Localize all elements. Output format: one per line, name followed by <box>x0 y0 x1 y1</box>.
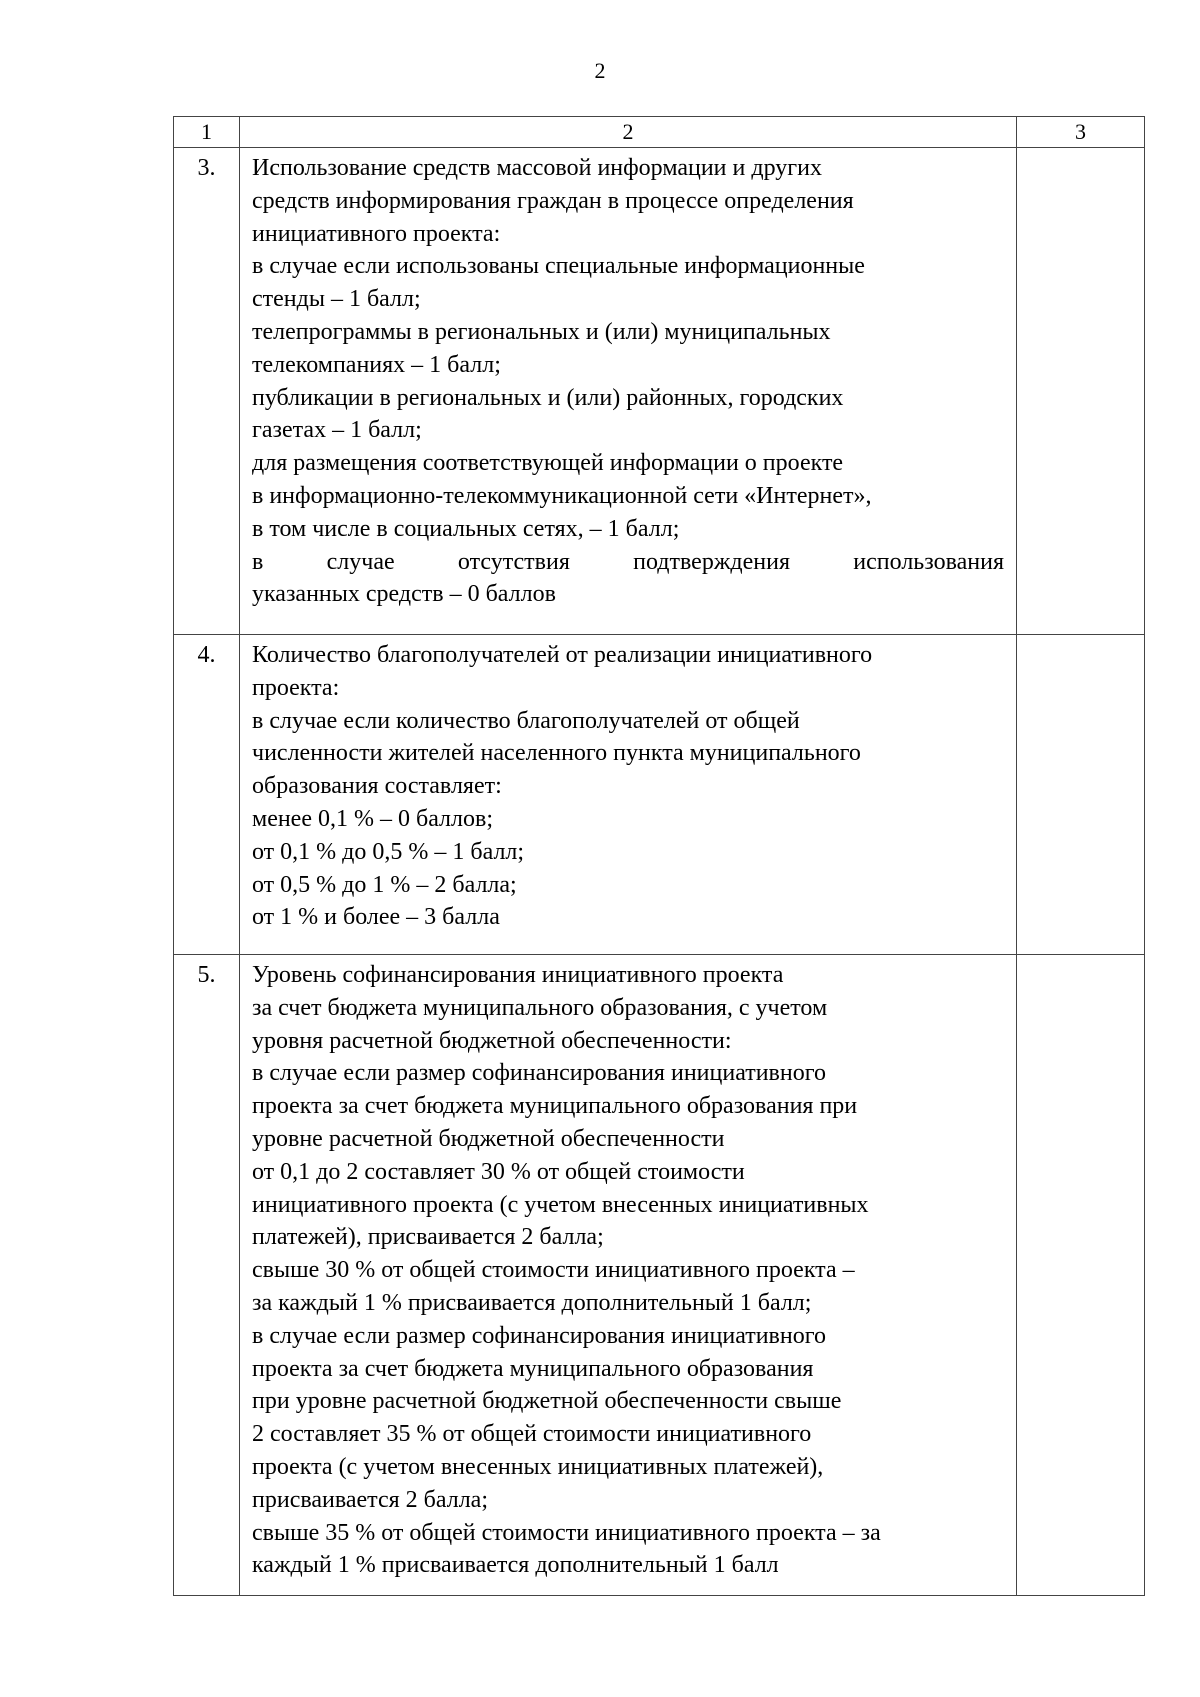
text-line: за каждый 1 % присваивается дополнительный 1 балл; <box>252 1289 812 1316</box>
text-line: в случае если размер софинансирования инициативного <box>252 1322 826 1349</box>
text-line: свыше 35 % от общей стоимости инициативного проекта – за <box>252 1519 881 1546</box>
text-line: проекта: <box>252 674 340 701</box>
text-line: образования составляет: <box>252 773 502 800</box>
text-line: проекта за счет бюджета муниципального образования <box>252 1355 814 1382</box>
criterion-description <box>240 955 1017 1596</box>
row-number: 4. <box>174 635 240 955</box>
score-cell <box>1017 635 1145 955</box>
text-line: проекта за счет бюджета муниципального образования при <box>252 1093 858 1120</box>
text-line: численности жителей населенного пункта муниципального <box>252 740 861 767</box>
text-line: 2 составляет 35 % от общей стоимости инициативного <box>252 1421 812 1448</box>
column-header-1: 1 <box>174 117 240 148</box>
text-line: в случае если количество благополучателей от общей <box>252 707 800 734</box>
text-line: публикации в региональных и (или) районных, городских <box>252 384 844 411</box>
score-cell <box>1017 148 1145 635</box>
text-line: Использование средств массовой информации и других <box>252 155 822 181</box>
text-line: платежей), присваивается 2 балла; <box>252 1224 604 1251</box>
row-number: 3. <box>174 148 240 635</box>
page-number: 2 <box>594 58 606 83</box>
row-number: 5. <box>174 955 240 1596</box>
justified-text-line <box>252 546 1004 579</box>
text-line: от 0,1 до 2 составляет 30 % от общей стоимости <box>252 1158 745 1185</box>
text-line: инициативного проекта (с учетом внесенных инициативных <box>252 1191 869 1218</box>
text-line: средств информирования граждан в процессе определения <box>252 187 854 214</box>
text-line: уровня расчетной бюджетной обеспеченности: <box>252 1027 732 1054</box>
column-header-3: 3 <box>1017 117 1145 148</box>
text-line: стенды – 1 балл; <box>252 286 421 313</box>
text-line: телепрограммы в региональных и (или) муниципальных <box>252 318 831 345</box>
text-line: от 0,5 % до 1 % – 2 балла; <box>252 871 517 898</box>
text-line: уровне расчетной бюджетной обеспеченности <box>252 1125 725 1152</box>
word: отсутствия <box>457 548 570 575</box>
text-line: за счет бюджета муниципального образования, с учетом <box>252 994 828 1021</box>
text-line: каждый 1 % присваивается дополнительный 1 балл <box>252 1552 779 1579</box>
text-line: инициативного проекта: <box>252 220 501 247</box>
score-cell <box>1017 955 1145 1596</box>
text-line: менее 0,1 % – 0 баллов; <box>252 805 494 832</box>
text-line: Количество благополучателей от реализации инициативного <box>252 642 873 668</box>
text-line: от 1 % и более – 3 балла <box>252 904 500 931</box>
text-line: проекта (с учетом внесенных инициативных платежей), <box>252 1453 824 1480</box>
text-line: в случае если использованы специальные информационные <box>252 253 865 280</box>
text-line: от 0,1 % до 0,5 % – 1 балл; <box>252 838 525 865</box>
text-line: газетах – 1 балл; <box>252 417 422 444</box>
text-line: для размещения соответствующей информации о проекте <box>252 450 844 477</box>
table-row <box>174 635 1145 955</box>
table-header-row <box>174 117 1145 148</box>
criterion-description <box>240 148 1017 635</box>
text-line: телекомпаниях – 1 балл; <box>252 351 501 378</box>
word: в <box>252 548 264 575</box>
text-line: в случае если размер софинансирования инициативного <box>252 1060 826 1087</box>
word: подтверждения <box>633 548 791 575</box>
text-line: при уровне расчетной бюджетной обеспеченности свыше <box>252 1388 842 1415</box>
criterion-description <box>240 635 1017 955</box>
table-row <box>174 148 1145 635</box>
text-line: свыше 30 % от общей стоимости инициативного проекта – <box>252 1257 855 1284</box>
text-line: Уровень софинансирования инициативного проекта <box>252 962 784 988</box>
column-header-2: 2 <box>240 117 1017 148</box>
text-line: в информационно-телекоммуникационной сети «Интернет», <box>252 482 872 509</box>
table-row <box>174 955 1145 1596</box>
word: использования <box>853 548 1004 575</box>
text-line: указанных средств – 0 баллов <box>252 581 556 608</box>
criteria-table <box>173 116 1145 1596</box>
word: случае <box>326 548 395 575</box>
text-line: в том числе в социальных сетях, – 1 балл; <box>252 515 680 542</box>
text-line: присваивается 2 балла; <box>252 1486 488 1513</box>
